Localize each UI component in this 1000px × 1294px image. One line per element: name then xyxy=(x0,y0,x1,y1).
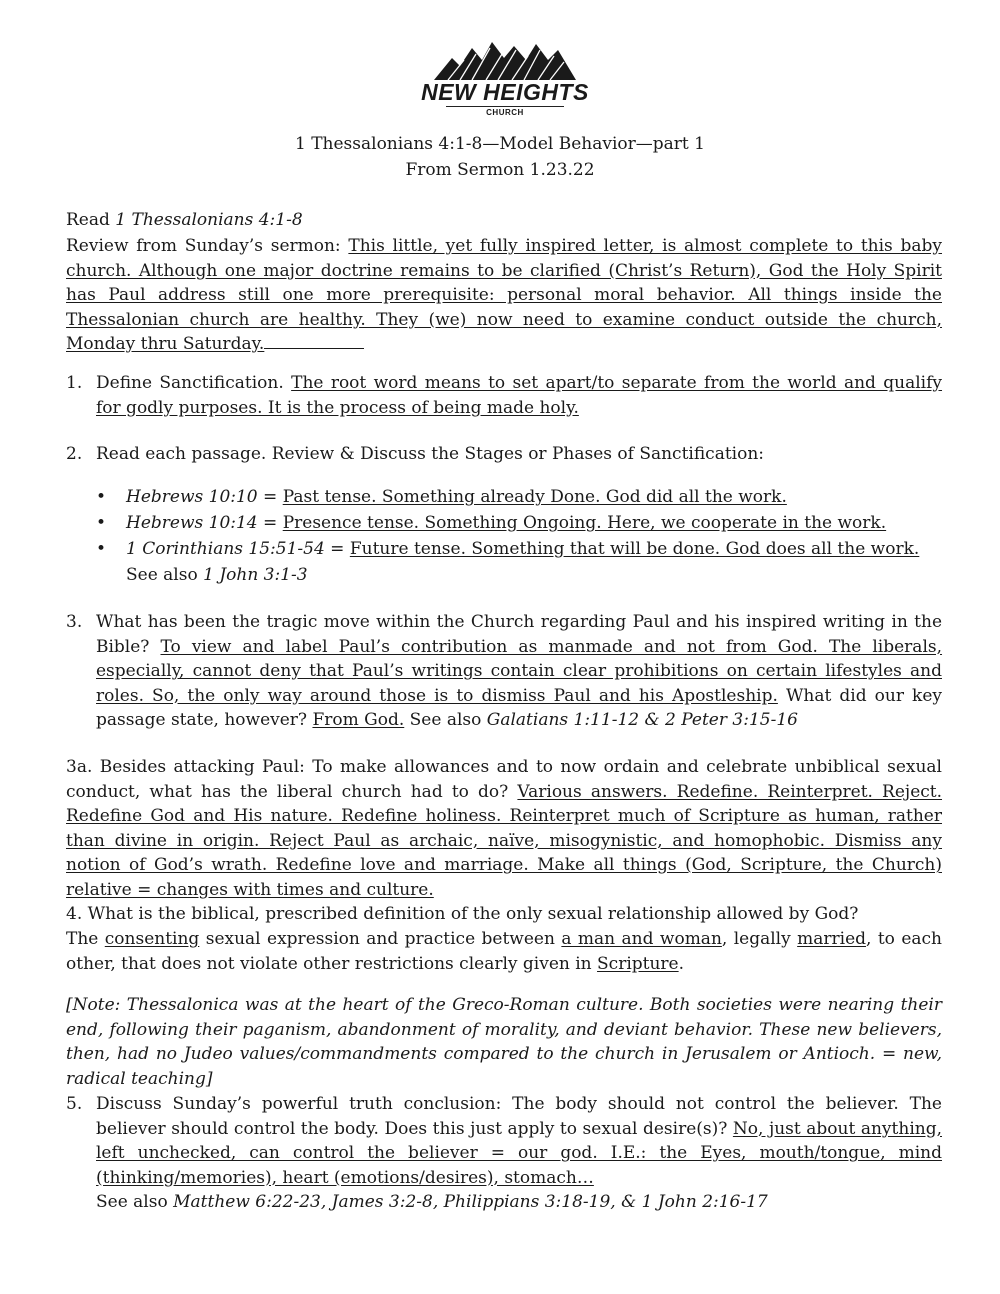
answer-blank: married xyxy=(797,929,867,949)
q1-number: 1. xyxy=(66,373,83,393)
bullet-answer: Future tense. Something that will be done. God does all the work. xyxy=(349,539,920,559)
q5-number: 5. xyxy=(66,1094,83,1114)
context-note xyxy=(66,993,942,1091)
q2-question: Read each passage. Review & Discuss the Stages or Phases of Sanctification: xyxy=(96,444,765,464)
q2-bullet xyxy=(126,510,942,536)
mountains-icon xyxy=(430,36,580,82)
note-text: [Note: Thessalonica was at the heart of the Greco-Roman culture. Both societies were nearing their end, following their paganism, abandonment of morality, and deviant behavior. These new believers, then, had no Judeo values/commandments compared to the church in Jerusalem or Antioch. = new, radical teaching] xyxy=(66,995,942,1089)
logo-subtitle: CHURCH xyxy=(486,108,524,117)
q4-answer xyxy=(66,927,942,976)
read-label: Read xyxy=(66,210,116,230)
see-also-label: See also xyxy=(126,565,204,585)
bullet-icon: • xyxy=(96,513,107,533)
q3a xyxy=(66,755,942,902)
q1 xyxy=(96,371,942,420)
q2-number: 2. xyxy=(66,444,83,464)
bullet-icon: • xyxy=(96,487,107,507)
answer-text: , legally xyxy=(721,929,798,949)
bullet-reference: Hebrews 10:10 xyxy=(126,487,258,507)
review-label: Review from Sunday’s sermon: xyxy=(66,236,349,256)
page-subtitle: From Sermon 1.23.22 xyxy=(405,160,595,180)
q3-followup-answer: From God. xyxy=(312,710,405,730)
bullet-reference: Hebrews 10:14 xyxy=(126,513,258,533)
answer-text: sexual expression and practice between xyxy=(199,929,562,949)
intro-review xyxy=(66,234,942,357)
review-answer: This little, yet fully inspired letter, is almost complete to this baby church. Although one major doctrine remains to be clarified (Christ’s Return), God the Holy Spirit has Paul address still one more prerequisite: personal moral behavior. All things inside the Thessalonian church are healthy. They (we) now need to examine conduct outside the church, Monday thru Saturday. xyxy=(66,236,942,354)
see-also-label: See also xyxy=(404,710,487,730)
q1-question: Define Sanctification. xyxy=(96,373,292,393)
answer-blank-line xyxy=(264,334,364,349)
bullet-equals: = xyxy=(324,539,350,559)
page-title: 1 Thessalonians 4:1-8—Model Behavior—part 1 xyxy=(294,134,705,154)
q5 xyxy=(96,1092,942,1190)
bullet-answer: Past tense. Something already Done. God did all the work. xyxy=(282,487,787,507)
answer-blank: consenting xyxy=(104,929,200,949)
answer-blank: Scripture xyxy=(597,953,679,974)
see-also-reference: 1 John 3:1-3 xyxy=(203,565,308,585)
see-also-reference: Galatians 1:11-12 & 2 Peter 3:15-16 xyxy=(486,710,798,730)
q5-see-also xyxy=(96,1190,942,1215)
q3-followup: What did our key passage state, however? xyxy=(96,685,942,730)
q5-question: Discuss Sunday’s powerful truth conclusion: The body should not control the believer. The believer should control the body. Does this just apply to sexual desire(s)? xyxy=(96,1094,942,1139)
bullet-equals: = xyxy=(257,513,283,533)
q3-question: What has been the tragic move within the Church regarding Paul and his inspired writing in the Bible? xyxy=(96,612,942,657)
q3-answer: To view and label Paul’s contribution as manmade and not from God. The liberals, especially, cannot deny that Paul’s writings contain clear prohibitions on certain lifestyles and roles. So, the only way around those is to dismiss Paul and his Apostleship. xyxy=(96,636,943,706)
q2-bullet xyxy=(126,484,942,510)
answer-text: , to each other, that does not violate other restrictions clearly given in xyxy=(66,929,942,974)
q3 xyxy=(96,610,942,733)
church-logo xyxy=(420,36,590,126)
bullet-answer: Presence tense. Something Ongoing. Here, we cooperate in the work. xyxy=(282,513,887,533)
q3a-answer: Various answers. Redefine. Reinterpret. Reject. Redefine God and His nature. Redefine holiness. Reinterpret much of Scripture as human, rather than divine in origin. Reject Paul as archaic, naïve, misogynistic, and homophobic. Dismiss any notion of God’s wrath. Redefine love and marriage. Make all things (God, Scripture, the Church) relative = changes with times and culture. xyxy=(66,781,943,900)
q2-see-also xyxy=(126,562,942,588)
bullet-equals: = xyxy=(257,487,283,507)
q3a-question: 3a. Besides attacking Paul: To make allowances and to now ordain and celebrate unbiblical sexual conduct, what has the liberal church had to do? xyxy=(66,757,942,802)
read-reference: 1 Thessalonians 4:1-8 xyxy=(115,210,303,230)
bullet-icon: • xyxy=(96,539,107,559)
q5-answer: No, just about anything, left unchecked, can control the believer = our god. I.E.: the Eyes, mouth/tongue, mind (thinking/memories), heart (emotions/desires), stomach… xyxy=(96,1118,942,1188)
q1-answer: The root word means to set apart/to separate from the world and qualify for godly purposes. It is the process of being made holy. xyxy=(96,373,943,418)
logo-name: NEW HEIGHTS xyxy=(421,79,589,105)
answer-text: . xyxy=(678,953,685,974)
bullet-reference: 1 Corinthians 15:51-54 xyxy=(126,539,325,559)
see-also-reference: Matthew 6:22-23, James 3:2-8, Philippians 3:18-19, & 1 John 2:16-17 xyxy=(173,1192,768,1212)
logo-rule xyxy=(446,106,564,107)
intro-read xyxy=(66,208,942,233)
see-also-label: See also xyxy=(96,1192,174,1212)
q4-question: 4. What is the biblical, prescribed definition of the only sexual relationship allowed by God? xyxy=(66,904,859,924)
q2-bullet xyxy=(126,536,942,562)
answer-text: The xyxy=(66,929,105,949)
answer-blank: a man and woman xyxy=(561,929,722,949)
q3-number: 3. xyxy=(66,612,83,632)
